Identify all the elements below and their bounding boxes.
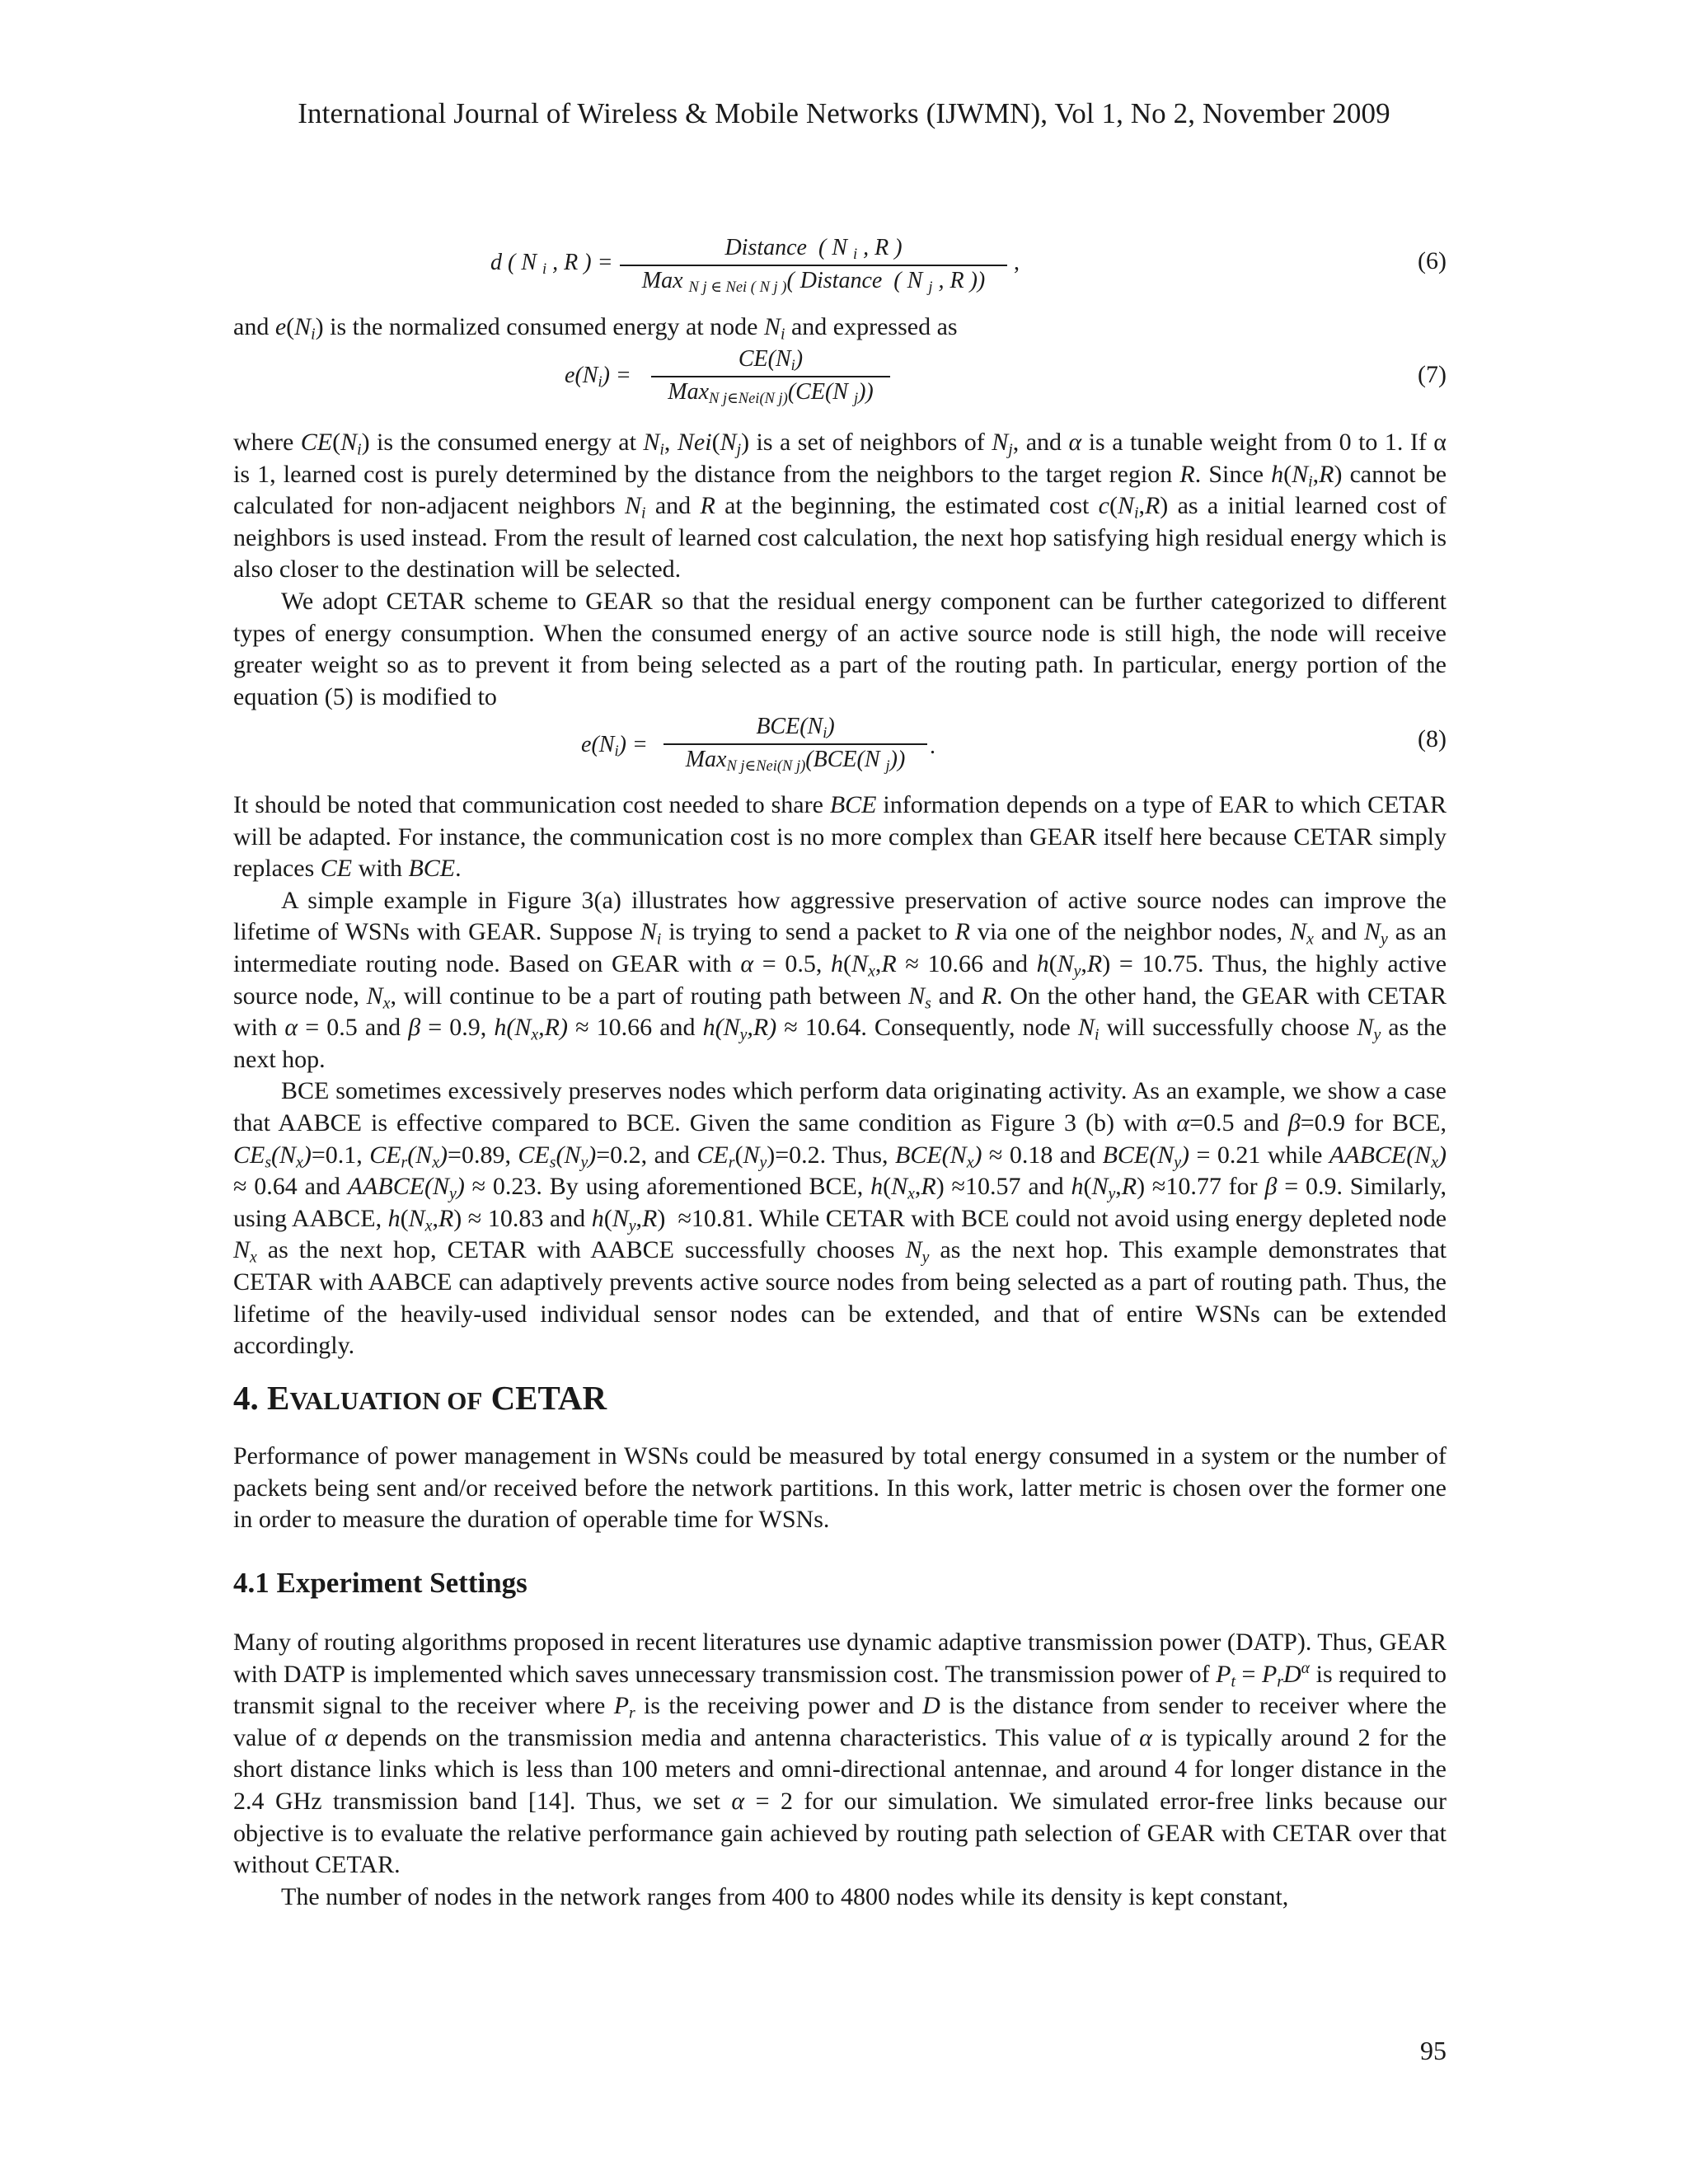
page-number: 95 <box>1420 2036 1447 2065</box>
paragraph: Performance of power management in WSNs could be measured by total energy consumed in a system or the number of packets being sent and/or received before the network partitions. In this work, latter metric is chosen over the former one in order to measure the duration of operable time for WSNs. <box>233 1442 1447 1534</box>
paragraph: Many of routing algorithms proposed in recent literatures use dynamic adaptive transmission power (DATP). Thus, GEAR with DATP is implemented which saves unnecessary transmission cost. The transmission power of $P_t = P_rD^\alpha$ is required to transmit signal to the receiver where $P_r$ is the receiving power and D is the distance from sender to receiver where the value of α depends on the transmission media and antenna characteristics. This value of α is typically around 2 for the short distance links which is less than 100 meters and omni-directional antennae, and around 4 for longer distance in the 2.4 GHz transmission band [14]. Thus, we set α = 2 for our simulation. We simulated error-free links because our objective is to evaluate the relative performance gain achieved by routing path selection of GEAR with CETAR over that without CETAR. <box>233 1629 1447 1879</box>
equation-8 <box>581 732 648 758</box>
equation-6-fraction <box>620 235 1007 294</box>
equation-7-denominator: Max$_{N j\in Nei(N j)}$(CE(N $_j$)) <box>668 379 874 407</box>
paragraph: BCE sometimes excessively preserves nodes which perform data originating activity. As an example, we show a case that AABCE is effective compared to BCE. Given the same condition as Figure 3 (b) with α=0.5 and β=0.9 for BCE, $CE_s(N_x)=0.1$, $CE_r(N_x)=0.89$, $CE_s(N_y)=0.2$, and $CE_r(N_y)=0.2$. Thus, $BCE(N_x) \approx 0.18$ and $BCE(N_y) = 0.21$ while $AABCE(N_x) \approx 0.64$ and $AABCE(N_y) \approx 0.23$. By using aforementioned BCE, $h(N_x,R) \approx 10.57$ and $h(N_y,R) \approx 10.77$ for β = 0.9. Similarly, using AABCE, $h(N_x,R) \approx 10.83$ and $h(N_y,R) \approx 10.81$. While CETAR with BCE could not avoid using energy depleted node $N_x$ as the next hop, CETAR with AABCE successfully chooses $N_y$ as the next hop. This example demonstrates that CETAR with AABCE can adaptively prevents active source nodes from being selected as a part of routing path. Thus, the lifetime of the heavily-used individual sensor nodes can be extended, and that of entire WSNs can be extended accordingly. <box>233 1077 1447 1360</box>
equation-8-period: . <box>930 733 935 759</box>
equation-8-fraction <box>663 714 927 773</box>
equation-8-numerator: $BCE(N_i)$ <box>663 714 927 745</box>
equation-8-number: (8) <box>1418 725 1447 752</box>
equation-6-lhs: d ( N $_i$ , R ) = <box>490 250 613 278</box>
paragraph: A simple example in Figure 3(a) illustrates how aggressive preservation of active source nodes can improve the lifetime of WSNs with GEAR. Suppose $N_i$ is trying to send a packet to R via one of the neighbor nodes, $N_x$ and $N_y$ as an intermediate routing node. Based on GEAR with α = 0.5, $h(N_x,R \approx 10.66$ and $h(N_y,R) = 10.75$. Thus, the highly active source node, $N_x$, will continue to be a part of routing path between $N_s$ and R. On the other hand, the GEAR with CETAR with α = 0.5 and β = 0.9, $h(N_x,R) \approx 10.66$ and $h(N_y,R) \approx 10.64$. Consequently, node $N_i$ will successfully choose $N_y$ as the next hop. <box>233 886 1447 1073</box>
running-header: International Journal of Wireless & Mobile Networks (IJWMN), Vol 1, No 2, November 2009 <box>298 97 1390 129</box>
equation-7 <box>565 363 631 389</box>
equation-7-numerator: $CE(N_i)$ <box>651 346 890 377</box>
equation-6-comma: , <box>1014 250 1020 275</box>
body-block-4 <box>233 1627 1447 1913</box>
subsection-heading: 4.1 Experiment Settings <box>233 1567 528 1599</box>
equation-8-denominator: Max$_{N j\in Nei(N j)}$(BCE(N $_j$)) <box>685 747 906 775</box>
equation-6 <box>490 250 612 276</box>
equation-7-number: (7) <box>1418 361 1447 388</box>
body-block-1 <box>233 427 1447 713</box>
paragraph: We adopt CETAR scheme to GEAR so that the residual energy component can be further categorized to different types of energy consumption. When the consumed energy of an active source node is still high, the node will receive greater weight so as to prevent it from being selected as a part of the routing path. In particular, energy portion of the equation (5) is modified to <box>233 587 1447 710</box>
equation-6-numerator: Distance ( N $_i$ , R ) <box>620 235 1007 266</box>
section-heading: 4. EVALUATION OF CETAR <box>233 1379 607 1417</box>
equation-7-lhs: $e(N_i)$ = <box>565 363 631 391</box>
paragraph: It should be noted that communication cost needed to share BCE information depends on a type of EAR to which CETAR will be adapted. For instance, the communication cost is no more complex than GEAR itself here because CETAR simply replaces CE with BCE. <box>233 791 1447 883</box>
equation-8-lhs: $e(N_i)$ = <box>581 732 648 760</box>
equation-6-denominator: Max $_{N j \in Nei ( N j )}$( Distance ( N $_j$ , R )) <box>641 268 986 296</box>
body-block-3 <box>233 1441 1447 1536</box>
paragraph: where $CE(N_i)$ is the consumed energy at $N_i$, $Nei(N_j)$ is a set of neighbors of $N_j$, and α is a tunable weight from 0 to 1. If α is 1, learned cost is purely determined by the distance from the neighbors to the target region R. Since $h(N_i,R)$ cannot be calculated for non-adjacent neighbors $N_i$ and R at the beginning, the estimated cost $c(N_i,R)$ as a initial learned cost of neighbors is used instead. From the result of learned cost calculation, the next hop satisfying high residual energy which is also closer to the destination will be selected. <box>233 429 1447 583</box>
body-block-2 <box>233 790 1447 1362</box>
eq7-intro: and $e(N_i)$ is the normalized consumed energy at node $N_i$ and expressed as <box>233 313 958 344</box>
equation-7-fraction <box>651 346 890 405</box>
equation-6-number: (6) <box>1418 247 1447 274</box>
paragraph: The number of nodes in the network ranges from 400 to 4800 nodes while its density is kept constant, <box>281 1882 1289 1910</box>
